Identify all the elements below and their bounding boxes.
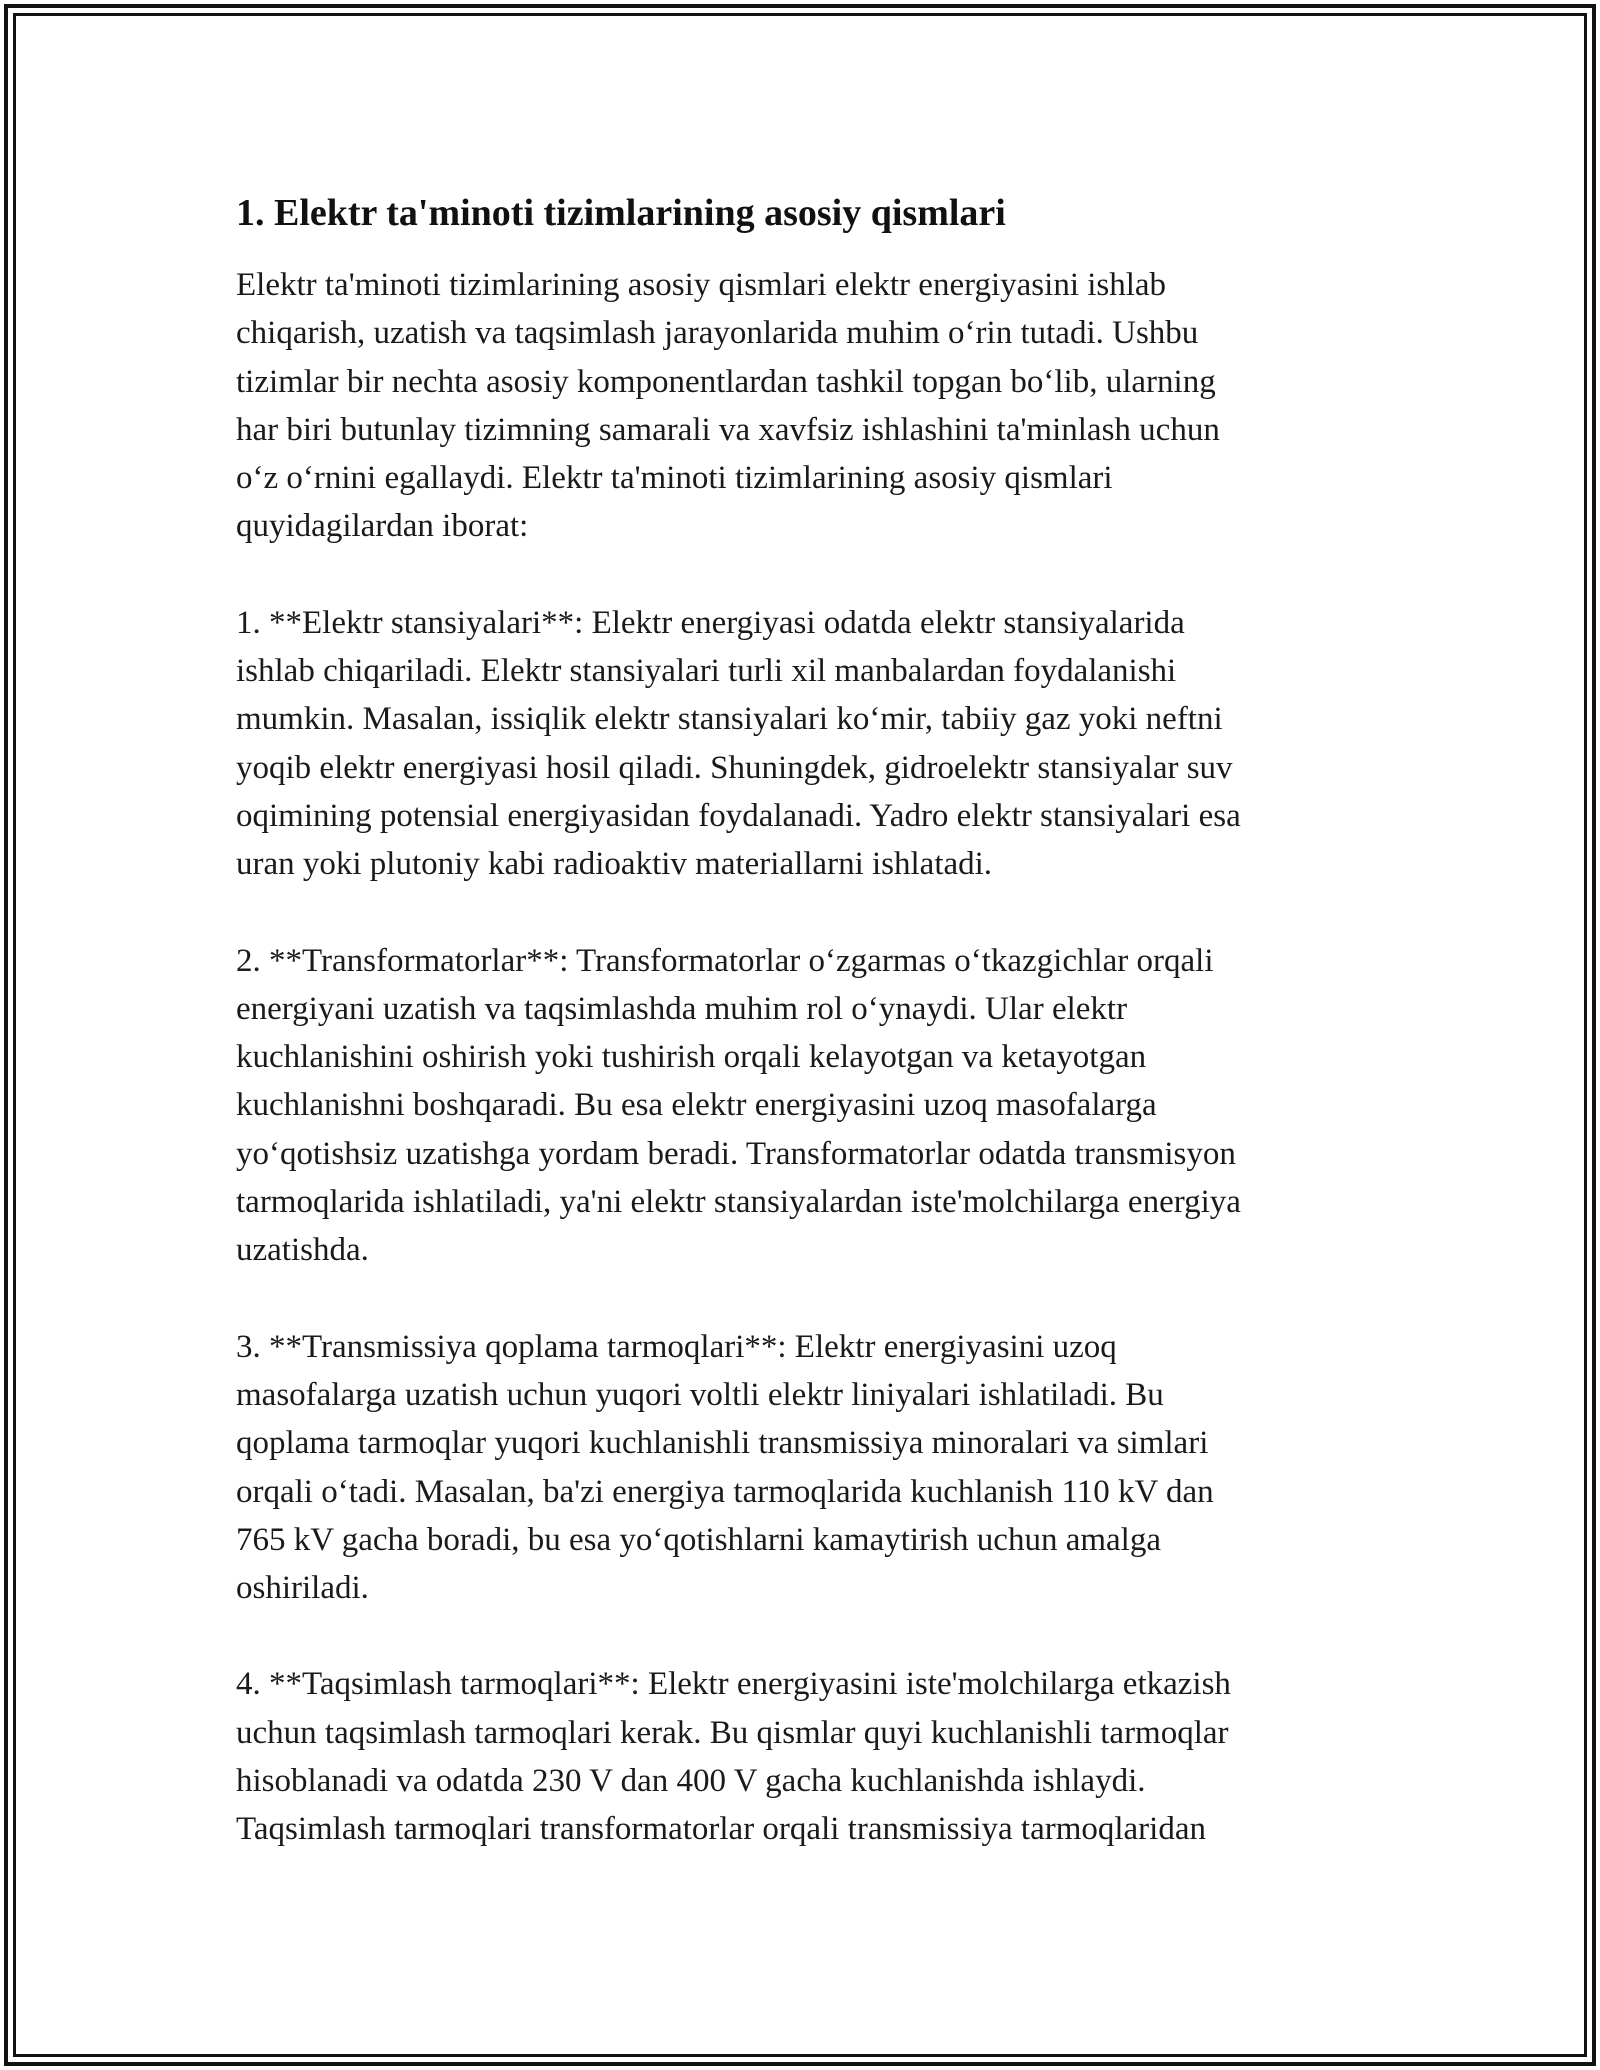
paragraph-item-2: 2. **Transformatorlar**: Transformatorlar o‘zgarmas o‘tkazgichlar orqali energiyani uzatish va taqsimlashda muhim rol o‘ynaydi. Ular elektr kuchlanishini oshirish yoki tushirish orqali kelayotgan va ketayotgan kuchlanishni boshqaradi. Bu esa elektr energiyasini uzoq masofalarga yo‘qotishsiz uzatishga yordam beradi. Transformatorlar odatda transmisyon tarmoqlarida ishlatiladi, ya'ni elektr stansiyalardan iste'molchilarga energiya uzatishda. — [236, 942, 1241, 1269]
paragraph-item-4: 4. **Taqsimlash tarmoqlari**: Elektr energiyasini iste'molchilarga etkazish uchun taqsimlash tarmoqlari kerak. Bu qismlar quyi kuchlanishli tarmoqlar hisoblanadi va odatda 230 V dan 400 V gacha kuchlanishda ishlaydi. Taqsimlash tarmoqlari transformatorlar orqali transmissiya tarmoqlaridan — [236, 1666, 1231, 1848]
document-body — [236, 187, 1376, 1854]
paragraph-item-3: 3. **Transmissiya qoplama tarmoqlari**: Elektr energiyasini uzoq masofalarga uzatish uchun yuqori voltli elektr liniyalari ishlatiladi. Bu qoplama tarmoqlar yuqori kuchlanishli transmissiya minoralari va simlari orqali o‘tadi. Masalan, ba'zi energiya tarmoqlarida kuchlanish 110 kV dan 765 kV gacha boradi, bu esa yo‘qotishlarni kamaytirish uchun amalga oshiriladi. — [236, 1328, 1214, 1607]
paragraph-item-1: 1. **Elektr stansiyalari**: Elektr energiyasi odatda elektr stansiyalarida ishlab chiqariladi. Elektr stansiyalari turli xil manbalardan foydalanishi mumkin. Masalan, issiqlik elektr stansiyalari ko‘mir, tabiiy gaz yoki neftni yoqib elektr energiyasi hosil qiladi. Shuningdek, gidroelektr stansiyalar suv oqimining potensial energiyasidan foydalanadi. Yadro elektr stansiyalari esa uran yoki plutoniy kabi radioaktiv materiallarni ishlatadi. — [236, 604, 1241, 883]
paragraph-intro: Elektr ta'minoti tizimlarining asosiy qismlari elektr energiyasini ishlab chiqarish, uzatish va taqsimlash jarayonlarida muhim o‘rin tutadi. Ushbu tizimlar bir nechta asosiy komponentlardan tashkil topgan bo‘lib, ularning har biri butunlay tizimning samarali va xavfsiz ishlashini ta'minlash uchun o‘z o‘rnini egallaydi. Elektr ta'minoti tizimlarining asosiy qismlari quyidagilardan iborat: — [236, 267, 1220, 545]
section-heading: 1. Elektr ta'minoti tizimlarining asosiy qismlari — [236, 192, 1006, 234]
